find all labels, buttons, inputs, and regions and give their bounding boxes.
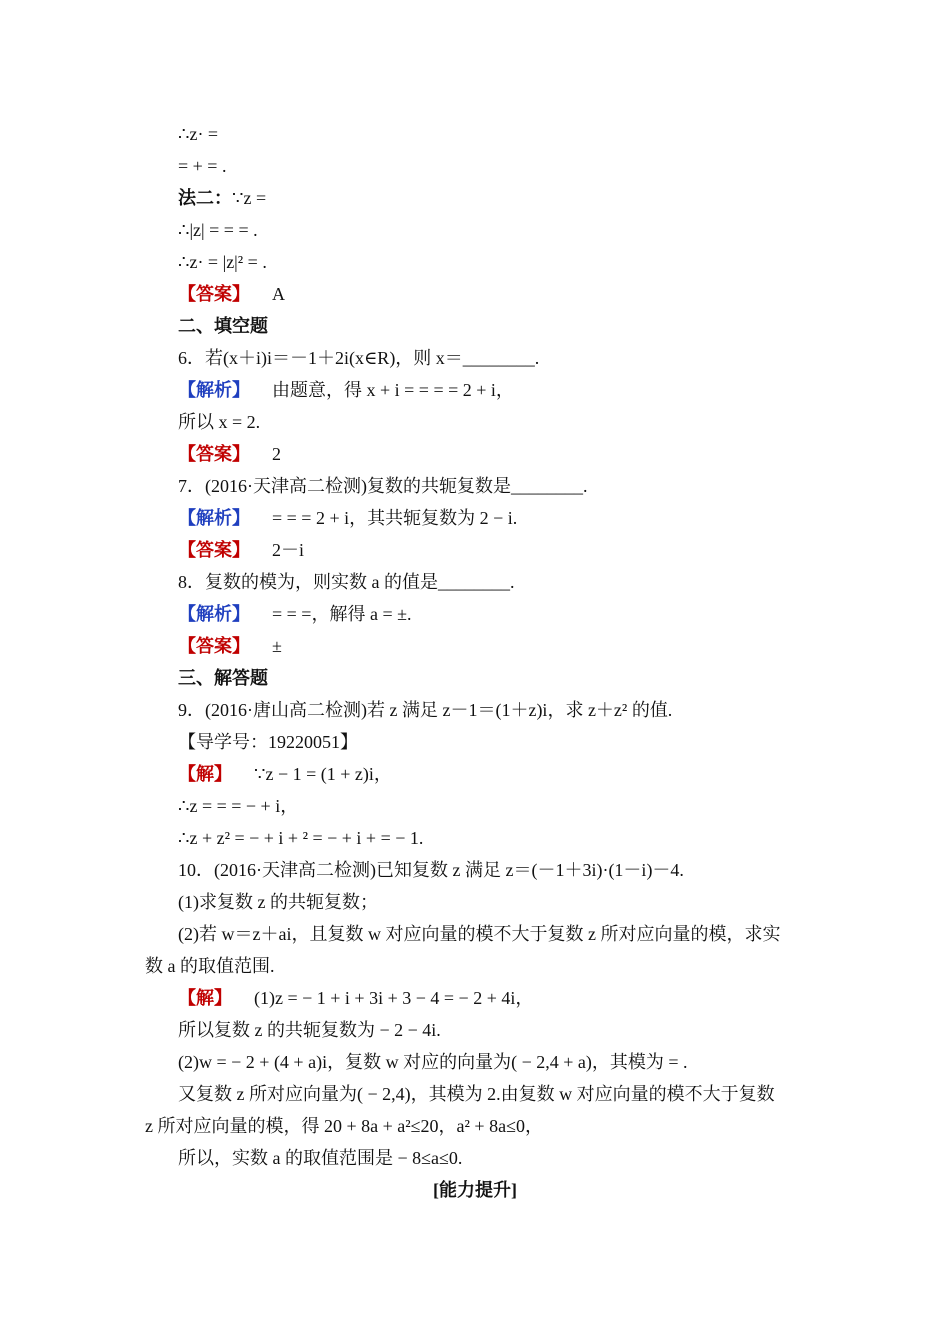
- text-line: (1)求复数 z 的共轭复数；: [178, 892, 378, 912]
- section-heading: 三、解答题: [178, 668, 268, 688]
- solution-line: [178, 760, 392, 788]
- solution-tag: 【解】: [178, 988, 232, 1008]
- question-line: 7．(2016·天津高二检测)复数的共轭复数是________.: [178, 476, 588, 496]
- answer-line: [178, 440, 281, 468]
- analysis-line: [178, 376, 514, 404]
- line-content: 2: [272, 444, 281, 464]
- question-line: 8．复数的模为，则实数 a 的值是________.: [178, 572, 515, 592]
- answer-line: [178, 280, 285, 308]
- text-line: (2)w = − 2 + (4 + a)i，复数 w 对应的向量为( − 2,4 + a)，其模为 = .: [178, 1052, 688, 1072]
- line-content: A: [272, 284, 285, 304]
- answer-tag: 【答案】: [178, 636, 250, 656]
- analysis-line: [178, 600, 411, 628]
- section-title: [能力提升]: [433, 1180, 517, 1200]
- line-content: = = = 2 + i，其共轭复数为 2 − i.: [272, 508, 518, 528]
- answer-tag: 【答案】: [178, 444, 250, 464]
- text-line: ∴z· = |z|² = .: [178, 252, 267, 272]
- text-line: (2)若 w＝z＋ai，且复数 w 对应向量的模不大于复数 z 所对应向量的模，求实: [178, 924, 781, 944]
- method-label: 法二：: [178, 188, 232, 208]
- text-line: 所以复数 z 的共轭复数为 − 2 − 4i.: [178, 1020, 441, 1040]
- section-heading: 二、填空题: [178, 316, 268, 336]
- analysis-tag: 【解析】: [178, 380, 250, 400]
- text-line: ∴z· =: [178, 124, 219, 144]
- line-content: = = =，解得 a = ±.: [272, 604, 412, 624]
- text-line: [178, 184, 266, 212]
- text-line: = + = .: [178, 156, 227, 176]
- answer-line: [178, 632, 282, 660]
- line-content: ±: [272, 636, 282, 656]
- text-line: z 所对应向量的模，得 20 + 8a + a²≤20，a² + 8a≤0，: [145, 1116, 543, 1136]
- answer-line: [178, 536, 304, 564]
- line-content: 2－i: [272, 540, 305, 560]
- text-line: ∴z + z² = − + i + ² = − + i + = − 1.: [178, 828, 424, 848]
- question-line: 9．(2016·唐山高二检测)若 z 满足 z－1＝(1＋z)i，求 z＋z² 的值.: [178, 700, 673, 720]
- text-line: ∴z = = = − + i，: [178, 796, 299, 816]
- line-content: 由题意，得 x + i = = = = 2 + i，: [272, 380, 514, 400]
- line-content: ∵z =: [232, 188, 267, 208]
- line-content: (1)z = − 1 + i + 3i + 3 − 4 = − 2 + 4i，: [254, 988, 534, 1008]
- answer-tag: 【答案】: [178, 540, 250, 560]
- guide-number: 【导学号：19220051】: [178, 732, 358, 752]
- analysis-line: [178, 504, 517, 532]
- solution-line: [178, 984, 533, 1012]
- answer-tag: 【答案】: [178, 284, 250, 304]
- line-content: ∵z − 1 = (1 + z)i，: [254, 764, 392, 784]
- analysis-tag: 【解析】: [178, 604, 250, 624]
- question-line: 10．(2016·天津高二检测)已知复数 z 满足 z＝(－1＋3i)·(1－i)－4.: [178, 860, 684, 880]
- text-line: 数 a 的取值范围.: [145, 956, 275, 976]
- text-line: ∴|z| = = = .: [178, 220, 258, 240]
- text-line: 所以，实数 a 的取值范围是 − 8≤a≤0.: [178, 1148, 463, 1168]
- analysis-tag: 【解析】: [178, 508, 250, 528]
- question-line: 6．若(x＋i)i＝－1＋2i(x∈R)，则 x＝________.: [178, 348, 540, 368]
- text-line: 所以 x = 2.: [178, 412, 261, 432]
- solution-tag: 【解】: [178, 764, 232, 784]
- text-line: 又复数 z 所对应向量为( − 2,4)，其模为 2.由复数 w 对应向量的模不大于复数: [178, 1084, 775, 1104]
